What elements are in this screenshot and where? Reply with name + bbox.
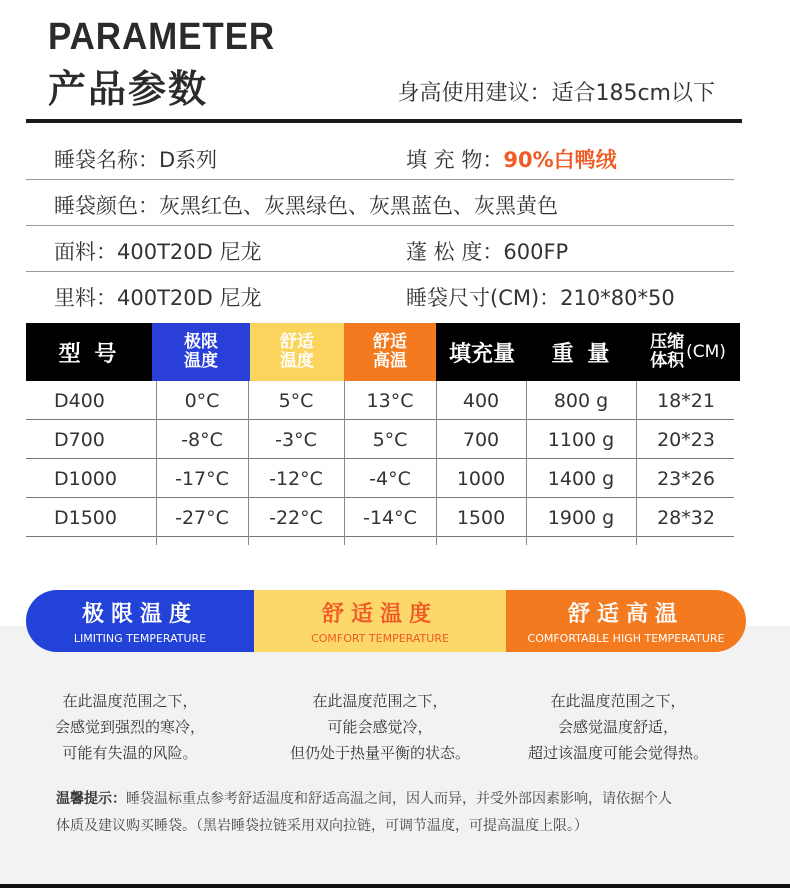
cell-volume: 28*32 [657, 506, 715, 529]
legend-limit-zh: 极限温度 [81, 602, 198, 627]
spec-row-lining [26, 272, 734, 318]
th-comfort-line2: 温度 [280, 351, 314, 371]
cell-model: D400 [54, 389, 105, 412]
spec-name [54, 144, 217, 174]
spec-color [54, 190, 558, 220]
legend-comfort [254, 590, 506, 652]
title-en: PARAMETER [48, 16, 276, 58]
legend-comfort-zh: 舒适温度 [321, 602, 438, 627]
cell-model: D700 [54, 428, 105, 451]
temperature-legend [26, 590, 746, 652]
spec-fabric-label: 面料： [54, 240, 117, 264]
cell-comfort: -3°C [275, 428, 317, 451]
legend-limit-en: LIMITING TEMPERATURE [73, 632, 207, 645]
th-model: 型 号 [58, 341, 120, 367]
tip-line-2: 体质及建议购买睡袋。（黑岩睡袋拉链采用双向拉链，可调节温度，可提高温度上限。） [56, 818, 588, 834]
cell-high: -14°C [363, 506, 417, 529]
th-fill: 填充量 [448, 341, 515, 367]
spec-lining-value: 400T20D 尼龙 [117, 286, 262, 310]
title-zh: 产品参数 [48, 67, 209, 111]
spec-fabric [54, 236, 261, 266]
desc-high-line: 在此温度范围之下， [550, 692, 686, 710]
legend-limit [26, 590, 254, 652]
desc-high [508, 688, 728, 766]
desc-high-line: 会感觉温度舒适， [557, 718, 678, 736]
spec-size [406, 282, 675, 312]
cell-fill: 1000 [456, 467, 506, 490]
tip-label: 温馨提示： [56, 791, 126, 807]
spec-color-value: 灰黑红色、灰黑绿色、灰黑蓝色、灰黑黄色 [159, 194, 558, 218]
cell-model: D1500 [54, 506, 117, 529]
th-limit-line2: 温度 [184, 351, 218, 371]
cell-weight: 1100 g [547, 428, 615, 451]
cell-limit: -8°C [181, 428, 223, 451]
spec-lining [54, 282, 261, 312]
desc-comfort-line: 在此温度范围之下， [312, 692, 448, 710]
legend-high-en: COMFORTABLE HIGH TEMPERATURE [527, 632, 725, 645]
cell-limit: -17°C [175, 467, 229, 490]
cell-comfort: 5°C [278, 389, 314, 412]
spec-loft [406, 236, 568, 266]
table-row [26, 498, 734, 537]
spec-fill-value: 90%白鸭绒 [503, 148, 617, 172]
tip-line-1 [56, 786, 736, 813]
spec-name-label: 睡袋名称： [54, 148, 159, 172]
cell-model: D1000 [54, 467, 117, 490]
cell-volume: 23*26 [657, 467, 715, 490]
table-header [26, 323, 740, 381]
th-volume-line2: 体积 [650, 351, 685, 371]
th-high-line1: 舒适 [373, 332, 407, 352]
bottom-divider [0, 884, 790, 888]
cell-high: 5°C [372, 428, 408, 451]
cell-limit: 0°C [184, 389, 220, 412]
warm-tip [56, 786, 736, 840]
cell-high: 13°C [366, 389, 414, 412]
height-note: 身高使用建议：适合185cm以下 [397, 81, 715, 106]
desc-limit [20, 688, 240, 766]
cell-fill: 700 [462, 428, 500, 451]
table-row [26, 459, 734, 498]
th-high-line2: 高温 [373, 351, 407, 371]
desc-high-line: 超过该温度可能会觉得热。 [527, 744, 708, 762]
th-volume-label [650, 333, 684, 371]
tip-text-1: 睡袋温标重点参考舒适温度和舒适高温之间，因人而异，并受外部因素影响，请依据个人 [126, 791, 672, 807]
cell-volume: 18*21 [657, 389, 715, 412]
col-divider [526, 381, 527, 545]
spec-color-label: 睡袋颜色： [54, 194, 159, 218]
cell-weight: 800 g [553, 389, 609, 412]
th-volume [636, 323, 740, 381]
spec-loft-label: 蓬 松 度： [406, 240, 504, 264]
th-limit-line1: 极限 [184, 332, 218, 352]
cell-limit: -27°C [175, 506, 229, 529]
spec-name-value: D系列 [159, 148, 218, 172]
cell-comfort: -12°C [269, 467, 323, 490]
legend-high [506, 590, 746, 652]
spec-row-fabric [26, 226, 734, 272]
col-divider [344, 381, 345, 545]
cell-high: -4°C [369, 467, 411, 490]
spec-size-label: 睡袋尺寸(CM)： [406, 286, 561, 310]
spec-row-name [26, 134, 734, 180]
desc-comfort-line: 但仍处于热量平衡的状态。 [289, 744, 470, 762]
col-divider [248, 381, 249, 545]
th-volume-unit: (CM) [686, 342, 726, 362]
desc-limit-line: 会感觉到强烈的寒冷， [54, 718, 205, 736]
th-high [344, 323, 436, 381]
desc-limit-line: 在此温度范围之下， [62, 692, 198, 710]
col-divider [636, 381, 637, 545]
legend-comfort-en: COMFORT TEMPERATURE [311, 632, 449, 645]
spec-fill [406, 144, 617, 174]
cell-fill: 400 [462, 389, 500, 412]
th-limit [152, 323, 250, 381]
spec-fill-label: 填 充 物： [406, 148, 504, 172]
spec-fabric-value: 400T20D 尼龙 [117, 240, 262, 264]
legend-high-zh: 舒适高温 [567, 602, 684, 627]
cell-weight: 1400 g [547, 467, 615, 490]
th-weight: 重 量 [551, 341, 613, 367]
table-row [26, 381, 734, 420]
desc-limit-line: 可能有失温的风险。 [62, 744, 198, 762]
col-divider [156, 381, 157, 545]
cell-volume: 20*23 [657, 428, 715, 451]
th-comfort-line1: 舒适 [280, 332, 314, 352]
col-divider [436, 381, 437, 545]
spec-loft-value: 600FP [503, 240, 569, 264]
cell-fill: 1500 [456, 506, 506, 529]
th-volume-line1: 压缩 [650, 332, 685, 352]
spec-row-color [26, 180, 734, 226]
header-divider [26, 119, 742, 123]
table-row [26, 420, 734, 459]
spec-lining-label: 里料： [54, 286, 117, 310]
desc-comfort-line: 可能会感觉冷， [327, 718, 433, 736]
desc-comfort [270, 688, 490, 766]
cell-weight: 1900 g [547, 506, 615, 529]
th-comfort [250, 323, 344, 381]
cell-comfort: -22°C [269, 506, 323, 529]
spec-size-value: 210*80*50 [560, 286, 675, 310]
